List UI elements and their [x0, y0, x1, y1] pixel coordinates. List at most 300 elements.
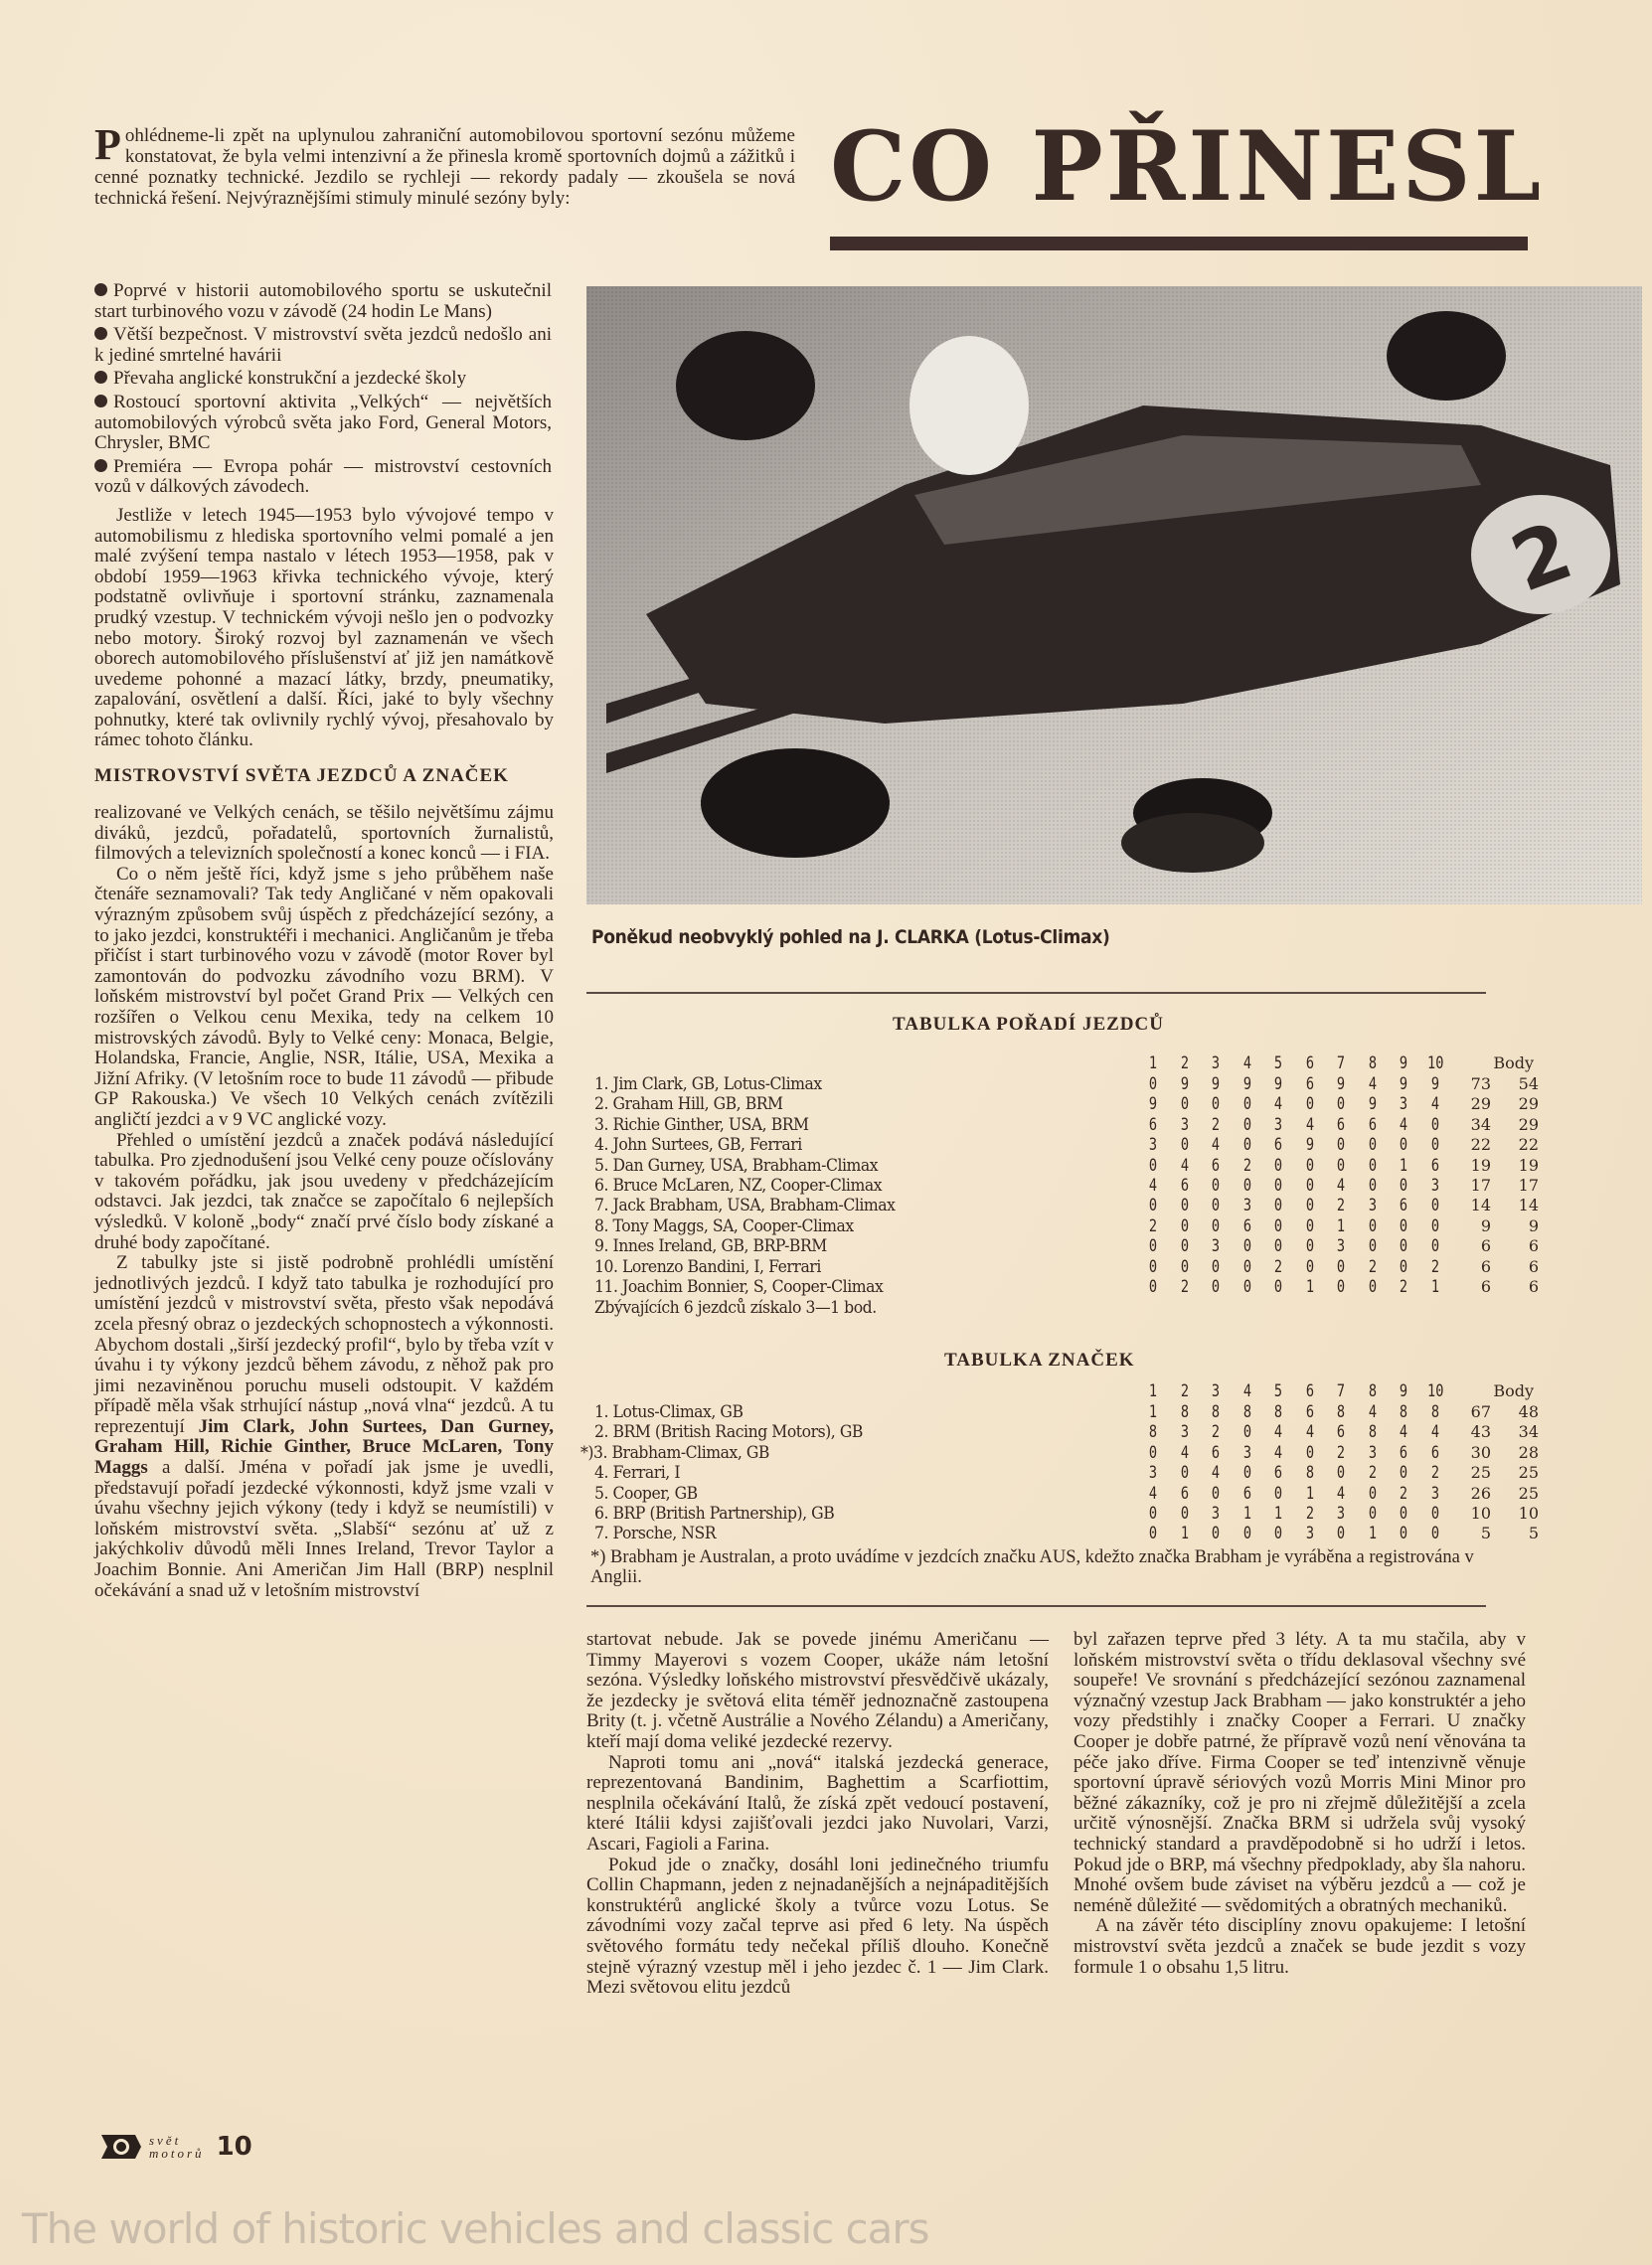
race-points: 0 — [1148, 1442, 1158, 1463]
points-header: Body — [1493, 1381, 1534, 1400]
race-number-header: 6 — [1305, 1381, 1314, 1401]
race-points: 0 — [1336, 1256, 1346, 1277]
race-points: 9 — [1336, 1074, 1346, 1094]
race-points: 0 — [1211, 1094, 1221, 1115]
bullet-icon — [94, 395, 107, 407]
race-points: 0 — [1211, 1196, 1221, 1216]
race-points: 9 — [1305, 1135, 1314, 1156]
paragraph: realizované ve Velkých cenách, se těšilo největšímu zájmu diváků, jezdců, pořadatelů, sportovních žurnalistů, filmových a televizních společností a konec konců — i FIA. — [94, 802, 554, 865]
race-points: 0 — [1368, 1135, 1377, 1156]
race-points: 0 — [1399, 1256, 1408, 1277]
magazine-name-line: svět — [149, 2133, 182, 2148]
points-counted: 6 — [1528, 1256, 1539, 1276]
race-points: 0 — [1368, 1236, 1377, 1257]
race-points: 4 — [1305, 1422, 1314, 1443]
race-points: 0 — [1368, 1277, 1377, 1297]
entrant-name: 3. Richie Ginther, USA, BRM — [594, 1114, 809, 1135]
race-number-header: 8 — [1368, 1053, 1377, 1073]
race-points: 3 — [1180, 1114, 1189, 1135]
race-points: 1 — [1242, 1504, 1251, 1524]
race-points: 3 — [1211, 1236, 1221, 1257]
race-points: 3 — [1368, 1196, 1377, 1216]
race-points: 8 — [1336, 1402, 1346, 1422]
race-points: 4 — [1273, 1094, 1283, 1115]
list-item — [94, 281, 552, 322]
race-number-header: 7 — [1336, 1381, 1346, 1401]
race-points: 4 — [1148, 1176, 1158, 1196]
race-points: 0 — [1430, 1114, 1439, 1135]
race-points: 6 — [1368, 1114, 1377, 1135]
race-points: 3 — [1336, 1504, 1346, 1524]
paragraph — [94, 1253, 554, 1601]
race-number-header: 8 — [1368, 1381, 1377, 1401]
points-gained: 25 — [1470, 1463, 1491, 1483]
race-points: 0 — [1148, 1277, 1158, 1297]
race-points: 2 — [1399, 1483, 1408, 1504]
points-gained: 10 — [1470, 1504, 1491, 1523]
photo-caption: Poněkud neobvyklý pohled na J. CLARKA (Lotus-Climax) — [591, 926, 1110, 948]
race-points: 0 — [1273, 1196, 1283, 1216]
race-points: 6 — [1430, 1155, 1439, 1176]
race-points: 9 — [1180, 1074, 1189, 1094]
race-points: 4 — [1430, 1094, 1439, 1115]
race-points: 2 — [1368, 1256, 1377, 1277]
race-points: 4 — [1148, 1483, 1158, 1504]
bullet-icon — [94, 283, 107, 296]
paragraph: byl zařazen teprve před 3 léty. A ta mu stačila, aby v loňském mistrovství světa o třídu deklasoval všechny své soupeře! Ve srovnání s předcházející sezónou zaznamenal význačný vzestup Jack Brabham — jako konstruktér a jeho vozy předstihly i značky Cooper a Ferrari. U značky Cooper je dobře patrné, že přípravě vozů není věnována ta péče jako dříve. Firma Cooper se teď intenzivně věnuje sportovní úpravě sériových vozů Morris Mini Minor pro běžné zákazníky, což je pro ni zřejmě důležitější a zcela určitě výnosnější. Značka BRM si udržela svůj vysoký technický standard a pravděpodobně si ho udrží i letos. Pokud jde o BRP, má všechny předpoklady, aby šla nahoru. Mnohé ovšem bude záviset na výběru jezdců a — což je neméně důležité — svědomitých a obratných mechaniků. — [1074, 1629, 1526, 1916]
middle-column — [586, 1630, 1049, 1999]
race-points: 0 — [1336, 1135, 1346, 1156]
race-points: 0 — [1242, 1236, 1251, 1257]
table-row — [594, 1094, 1648, 1114]
race-points: 0 — [1211, 1256, 1221, 1277]
table-row — [594, 1216, 1648, 1236]
race-points: 4 — [1305, 1114, 1314, 1135]
race-points: 0 — [1305, 1442, 1314, 1463]
bullet-icon — [94, 327, 107, 340]
list-item-text: Větší bezpečnost. V mistrovství světa jezdců nedošlo ani k jediné smrtelné havárii — [94, 324, 552, 366]
race-points: 6 — [1305, 1074, 1314, 1094]
table-row — [594, 1484, 1648, 1504]
race-points: 4 — [1399, 1114, 1408, 1135]
race-points: 0 — [1211, 1176, 1221, 1196]
race-points: 9 — [1430, 1074, 1439, 1094]
race-number-header: 5 — [1273, 1053, 1283, 1073]
intro-text: ohlédneme-li zpět na uplynulou zahraniční automobilovou sportovní sezónu můžeme konstatovat, že byla velmi intenzivní a že přinesla kromě sportovních dojmů a zážitků i cenné poznatky technické. Jezdilo se rychleji — rekordy padaly — zkoušela se nová technická řešení. Nejvýraznějšími stimuly minulé sezóny byly: — [94, 125, 795, 209]
race-points: 0 — [1336, 1155, 1346, 1176]
race-number-header: 2 — [1180, 1053, 1189, 1073]
race-points: 0 — [1211, 1277, 1221, 1297]
race-number-header: 10 — [1426, 1053, 1443, 1073]
race-number-header: 4 — [1242, 1053, 1251, 1073]
race-points: 0 — [1242, 1422, 1251, 1443]
paragraph: Naproti tomu ani „nová“ italská jezdecká generace, reprezentovaná Bandinim, Baghettim a Scarfiottim, nesplnila očekávání Italů, že získá zpět vedoucí postavení, které Itálii kdysi zajišťovali jezdci jako Nuvolari, Varzi, Ascari, Fagioli a Farina. — [586, 1751, 1049, 1855]
race-points: 3 — [1148, 1463, 1158, 1484]
race-points: 0 — [1242, 1176, 1251, 1196]
table-row — [594, 1277, 1648, 1297]
race-points: 6 — [1305, 1402, 1314, 1422]
race-points: 0 — [1305, 1236, 1314, 1257]
points-gained: 67 — [1470, 1402, 1491, 1421]
race-points: 9 — [1399, 1074, 1408, 1094]
points-gained: 34 — [1470, 1114, 1491, 1134]
race-points: 6 — [1430, 1442, 1439, 1463]
race-points: 0 — [1148, 1236, 1158, 1257]
list-item — [94, 325, 552, 366]
list-item-text: Poprvé v historii automobilového sportu se uskutečnil start turbinového vozu v závodě (24 hodin Le Mans) — [94, 280, 552, 322]
points-header: Body — [1493, 1053, 1534, 1072]
paragraph: Co o něm ještě říci, když jsme s jeho průběhem naše čtenáře seznamovali? Tak tedy Angličané v něm opakovali výrazným způsobem svůj úspěch z předcházející sezóny, a to jako jezdci, konstruktéři i mechanici. Angličanům je třeba přičíst i start turbinového vozu v závodě (motor Rover byl zamontován do podvozku závodního vozu BRM). V loňském mistrovství byl počet Grand Prix — Velkých cen rozšířen o Velkou cenu Mexika, tedy na celkem 10 mistrovských závodů. Byly to Velké ceny: Monaca, Belgie, Holandska, Francie, Anglie, NSR, Itálie, USA, Mexika a Jižní Afriky. (V letošním roce to bude 11 závodů — přibude GP Rakouska.) Ve všech 10 Velkých cenách zvítězili angličtí jezdci a v 9 VC anglické vozy. — [94, 863, 554, 1130]
race-points: 4 — [1180, 1155, 1189, 1176]
right-column — [1074, 1630, 1526, 1978]
entrant-name: 7. Jack Brabham, USA, Brabham-Climax — [594, 1196, 896, 1216]
entrant-name: 4. John Surtees, GB, Ferrari — [594, 1135, 802, 1156]
race-number-header: 2 — [1180, 1381, 1189, 1401]
race-points: 0 — [1211, 1483, 1221, 1504]
points-counted: 28 — [1518, 1442, 1539, 1462]
race-points: 8 — [1430, 1402, 1439, 1422]
table-note: Zbývajících 6 jezdců získalo 3—1 bod. — [594, 1298, 877, 1319]
entrant-name: 5. Cooper, GB — [594, 1483, 698, 1504]
points-gained: 26 — [1470, 1483, 1491, 1503]
race-points: 0 — [1273, 1524, 1283, 1544]
drivers-standings-table — [594, 1014, 1648, 1342]
race-number-header: 1 — [1148, 1381, 1158, 1401]
left-column — [94, 281, 554, 1601]
race-number-header: 4 — [1242, 1381, 1251, 1401]
race-points: 0 — [1305, 1094, 1314, 1115]
page-number: 10 — [216, 2132, 252, 2162]
race-points: 2 — [1399, 1277, 1408, 1297]
points-counted: 5 — [1528, 1524, 1539, 1543]
drop-cap: P — [94, 120, 121, 169]
paragraph: Přehled o umístění jezdců a značek podává následující tabulka. Pro zjednodušení jsou Velké ceny pouze očíslovány v takovém pořádku, jak jsou uvedeny v předcházejícím odstavci. Jak jezdci, tak značce se započítalo 6 nejlepších výsledků. V koloně „body“ značí prvé číslo body získané a druhé body započítané. — [94, 1129, 554, 1253]
race-points: 4 — [1211, 1135, 1221, 1156]
race-points: 6 — [1211, 1155, 1221, 1176]
table-row — [594, 1236, 1648, 1256]
race-points: 0 — [1242, 1277, 1251, 1297]
race-points: 3 — [1242, 1442, 1251, 1463]
race-points: 3 — [1430, 1483, 1439, 1504]
race-points: 2 — [1430, 1463, 1439, 1484]
race-points: 0 — [1180, 1256, 1189, 1277]
points-gained: 6 — [1480, 1256, 1491, 1276]
race-points: 0 — [1336, 1094, 1346, 1115]
entrant-name: 11. Joachim Bonnier, S, Cooper-Climax — [594, 1277, 884, 1297]
race-points: 0 — [1368, 1155, 1377, 1176]
race-points: 0 — [1368, 1483, 1377, 1504]
points-counted: 34 — [1518, 1422, 1539, 1442]
race-points: 3 — [1242, 1196, 1251, 1216]
race-points: 2 — [1211, 1114, 1221, 1135]
points-gained: 43 — [1470, 1422, 1491, 1442]
race-points: 0 — [1148, 1074, 1158, 1094]
table-header-row — [594, 1053, 1648, 1073]
list-item — [94, 457, 552, 498]
race-points: 2 — [1242, 1155, 1251, 1176]
table-row — [580, 1442, 1648, 1463]
list-item-text: Převaha anglické konstrukční a jezdecké školy — [113, 368, 467, 390]
list-item-text: Rostoucí sportovní aktivita „Velkých“ — největších automobilových výrobců světa jako Ford, General Motors, Chrysler, BMC — [94, 391, 552, 454]
race-points: 1 — [1430, 1277, 1439, 1297]
race-number-header: 3 — [1211, 1381, 1221, 1401]
text-run: a další. Jména v pořadí jak jsme je uvedli, představují pořadí jezdecké výkonnosti, když jsme vzali v úvahu všechny jejich výkony (tedy i když se neumístili) v loňském mistrovství světa. „Slabší“ sezónu ať už z jakýchkoliv důvodů měli Innes Ireland, Trevor Taylor a Joachim Bonnie. Ani Američan Jim Hall (BRP) nesplnil očekávání a snad už v letošním mistrovství — [94, 1457, 554, 1601]
race-points: 0 — [1305, 1155, 1314, 1176]
race-points: 0 — [1242, 1094, 1251, 1115]
race-points: 0 — [1148, 1504, 1158, 1524]
race-points: 8 — [1305, 1463, 1314, 1484]
race-points: 8 — [1211, 1402, 1221, 1422]
race-points: 0 — [1399, 1176, 1408, 1196]
points-counted: 25 — [1518, 1463, 1539, 1483]
race-points: 0 — [1273, 1236, 1283, 1257]
race-points: 6 — [1399, 1196, 1408, 1216]
race-points: 3 — [1336, 1236, 1346, 1257]
bullet-icon — [94, 459, 107, 472]
watermark-tagline: The world of historic vehicles and classic cars — [22, 2204, 929, 2253]
race-points: 0 — [1305, 1196, 1314, 1216]
race-points: 6 — [1211, 1442, 1221, 1463]
bullet-icon — [94, 371, 107, 384]
title-underline — [830, 237, 1528, 250]
race-points: 8 — [1148, 1422, 1158, 1443]
race-points: 0 — [1180, 1236, 1189, 1257]
race-points: 1 — [1305, 1277, 1314, 1297]
race-points: 2 — [1148, 1215, 1158, 1236]
race-points: 0 — [1399, 1236, 1408, 1257]
paragraph: startovat nebude. Jak se povede jinému Američanu — Timmy Mayerovi s vozem Cooper, ukáže nám letošní sezóna. Výsledky loňského mistrovství přesvědčivě ukázaly, že jezdecky je světová elita téměř jednoznačně zastoupena Brity (t. j. včetně Austrálie a Nového Zélandu) a Američany, kteří mají doma veliké jezdecké rezervy. — [586, 1629, 1049, 1752]
race-points: 9 — [1211, 1074, 1221, 1094]
race-points: 4 — [1368, 1074, 1377, 1094]
entrant-name: 8. Tony Maggs, SA, Cooper-Climax — [594, 1215, 854, 1236]
entrant-name: 7. Porsche, NSR — [594, 1524, 717, 1544]
race-points: 0 — [1180, 1094, 1189, 1115]
entrant-name: 6. BRP (British Partnership), GB — [594, 1504, 835, 1524]
table-title: TABULKA ZNAČEK — [944, 1350, 1135, 1371]
race-points: 6 — [1399, 1442, 1408, 1463]
race-points: 6 — [1273, 1463, 1283, 1484]
race-points: 0 — [1399, 1463, 1408, 1484]
divider — [586, 1605, 1486, 1607]
brands-standings-table — [580, 1342, 1648, 1600]
race-points: 0 — [1305, 1256, 1314, 1277]
table-row — [594, 1196, 1648, 1215]
points-gained: 5 — [1480, 1524, 1491, 1543]
points-gained: 17 — [1470, 1176, 1491, 1195]
table-row — [594, 1156, 1648, 1176]
race-points: 8 — [1273, 1402, 1283, 1422]
race-points: 2 — [1430, 1256, 1439, 1277]
race-points: 0 — [1273, 1277, 1283, 1297]
entrant-name: 10. Lorenzo Bandini, I, Ferrari — [594, 1256, 821, 1277]
race-points: 0 — [1399, 1524, 1408, 1544]
entrant-name: *)3. Brabham-Climax, GB — [580, 1442, 769, 1463]
points-counted: 6 — [1528, 1277, 1539, 1296]
race-points: 3 — [1368, 1442, 1377, 1463]
race-points: 0 — [1305, 1176, 1314, 1196]
race-points: 0 — [1242, 1524, 1251, 1544]
points-gained: 9 — [1480, 1215, 1491, 1235]
race-points: 6 — [1336, 1422, 1346, 1443]
points-counted: 10 — [1518, 1504, 1539, 1523]
section-heading: MISTROVSTVÍ SVĚTA JEZDCŮ A ZNAČEK — [94, 765, 509, 787]
race-points: 6 — [1242, 1215, 1251, 1236]
race-points: 6 — [1273, 1135, 1283, 1156]
race-points: 3 — [1211, 1504, 1221, 1524]
race-points: 0 — [1273, 1155, 1283, 1176]
race-points: 4 — [1273, 1422, 1283, 1443]
race-points: 9 — [1273, 1074, 1283, 1094]
car-number: 2 — [1499, 504, 1583, 610]
race-points: 9 — [1148, 1094, 1158, 1115]
race-points: 0 — [1399, 1135, 1408, 1156]
race-points: 0 — [1430, 1236, 1439, 1257]
magazine-name-line: motorů — [149, 2146, 205, 2161]
race-number-header: 9 — [1399, 1053, 1408, 1073]
table-header-row — [594, 1381, 1648, 1401]
race-points: 0 — [1148, 1256, 1158, 1277]
table-row — [594, 1135, 1648, 1155]
article-title: CO PŘINESL — [830, 110, 1545, 223]
entrant-name: 1. Jim Clark, GB, Lotus-Climax — [594, 1074, 822, 1094]
race-points: 0 — [1336, 1277, 1346, 1297]
race-points: 0 — [1399, 1215, 1408, 1236]
race-points: 0 — [1430, 1196, 1439, 1216]
race-points: 2 — [1211, 1422, 1221, 1443]
race-points: 0 — [1336, 1463, 1346, 1484]
points-counted: 54 — [1518, 1074, 1539, 1093]
race-points: 0 — [1368, 1215, 1377, 1236]
magazine-footer — [99, 2132, 252, 2162]
race-points: 6 — [1242, 1483, 1251, 1504]
list-item — [94, 369, 552, 390]
entrant-name: 4. Ferrari, I — [594, 1463, 681, 1484]
entrant-name: 5. Dan Gurney, USA, Brabham-Climax — [594, 1155, 879, 1176]
race-points: 4 — [1430, 1422, 1439, 1443]
race-points: 4 — [1211, 1463, 1221, 1484]
race-points: 1 — [1399, 1155, 1408, 1176]
entrant-name: 6. Bruce McLaren, NZ, Cooper-Climax — [594, 1176, 883, 1196]
race-points: 0 — [1430, 1504, 1439, 1524]
race-points: 4 — [1180, 1442, 1189, 1463]
race-points: 3 — [1430, 1176, 1439, 1196]
race-points: 9 — [1242, 1074, 1251, 1094]
race-points: 2 — [1180, 1277, 1189, 1297]
points-counted: 6 — [1528, 1236, 1539, 1256]
entrant-name: 1. Lotus-Climax, GB — [594, 1402, 743, 1422]
race-points: 1 — [1368, 1524, 1377, 1544]
race-points: 3 — [1305, 1524, 1314, 1544]
table-title: TABULKA POŘADÍ JEZDCŮ — [893, 1014, 1164, 1035]
left-column-body — [94, 506, 554, 1601]
race-points: 0 — [1430, 1215, 1439, 1236]
text-run: Z tabulky jste si jistě podrobně prohlédli umístění jednotlivých jezdců. I když tato tabulka je rozhodující pro umístění jezdců v mistrovství světa, přesto však nepodává zcela přesný obraz o jezdeckých schopnostech a výkonnosti. Abychom dostali „širší jezdecký profil“, bylo by třeba vzít v úvahu i ty výkony jezdců během závodu, z něhož pak pro jimi nezaviněnou poruchu museli odstoupit. V každém případě měla však strhující nástup „nová vlna“ jezdců. A tu reprezentují — [94, 1252, 554, 1437]
race-points: 2 — [1305, 1504, 1314, 1524]
race-points: 4 — [1273, 1442, 1283, 1463]
divider — [586, 992, 1486, 994]
points-counted: 17 — [1518, 1176, 1539, 1195]
points-counted: 19 — [1518, 1155, 1539, 1175]
race-points: 0 — [1211, 1215, 1221, 1236]
race-points: 4 — [1336, 1176, 1346, 1196]
race-points: 0 — [1242, 1256, 1251, 1277]
race-points: 2 — [1273, 1256, 1283, 1277]
points-gained: 6 — [1480, 1277, 1491, 1296]
points-gained: 6 — [1480, 1236, 1491, 1256]
race-points: 0 — [1148, 1524, 1158, 1544]
race-points: 0 — [1242, 1463, 1251, 1484]
race-points: 0 — [1336, 1524, 1346, 1544]
points-gained: 22 — [1470, 1135, 1491, 1155]
race-points: 1 — [1273, 1504, 1283, 1524]
race-points: 4 — [1368, 1402, 1377, 1422]
race-points: 1 — [1336, 1215, 1346, 1236]
race-number-header: 10 — [1426, 1381, 1443, 1401]
race-points: 6 — [1180, 1483, 1189, 1504]
race-points: 3 — [1273, 1114, 1283, 1135]
race-points: 0 — [1180, 1504, 1189, 1524]
race-points: 0 — [1148, 1155, 1158, 1176]
race-points: 6 — [1180, 1176, 1189, 1196]
race-number-header: 5 — [1273, 1381, 1283, 1401]
race-points: 3 — [1180, 1422, 1189, 1443]
table-row — [594, 1402, 1648, 1422]
race-points: 0 — [1305, 1215, 1314, 1236]
table-row — [594, 1504, 1648, 1524]
table-footnote: *) Brabham je Australan, a proto uvádíme v jezdcích značku AUS, kdežto značka Brabham je vyráběna a registrována v Anglii. — [590, 1547, 1474, 1587]
table-row — [594, 1422, 1648, 1442]
points-counted: 22 — [1518, 1135, 1539, 1155]
race-points: 1 — [1148, 1402, 1158, 1422]
svet-motoru-logo-icon — [99, 2133, 143, 2161]
race-points: 0 — [1180, 1196, 1189, 1216]
race-points: 0 — [1148, 1196, 1158, 1216]
driver-names-bold: Jim Clark, John Surtees, Dan Gurney, Graham Hill, Richie Ginther, Bruce McLaren, Tony Maggs — [94, 1415, 554, 1479]
paragraph: A na závěr této disciplíny znovu opakujeme: I letošní mistrovství světa jezdců a značek se bude jezdit s vozy formule 1 o obsahu 1,5 litru. — [1074, 1915, 1526, 1978]
race-points: 0 — [1273, 1483, 1283, 1504]
race-points: 9 — [1368, 1094, 1377, 1115]
points-counted: 25 — [1518, 1483, 1539, 1503]
race-points: 8 — [1368, 1422, 1377, 1443]
points-gained: 29 — [1470, 1094, 1491, 1114]
race-points: 0 — [1430, 1135, 1439, 1156]
points-gained: 73 — [1470, 1074, 1491, 1093]
race-points: 0 — [1211, 1524, 1221, 1544]
race-number-header: 1 — [1148, 1053, 1158, 1073]
race-car-photo — [586, 286, 1642, 904]
stimuli-list — [94, 281, 552, 498]
race-points: 0 — [1180, 1215, 1189, 1236]
race-points: 6 — [1336, 1114, 1346, 1135]
race-number-header: 6 — [1305, 1053, 1314, 1073]
race-points: 1 — [1305, 1483, 1314, 1504]
race-points: 0 — [1180, 1135, 1189, 1156]
race-points: 2 — [1368, 1463, 1377, 1484]
race-points: 8 — [1242, 1402, 1251, 1422]
table-row — [594, 1115, 1648, 1135]
entrant-name: 2. Graham Hill, GB, BRM — [594, 1094, 783, 1115]
race-points: 8 — [1180, 1402, 1189, 1422]
race-points: 0 — [1368, 1176, 1377, 1196]
list-item-text: Premiéra — Evropa pohár — mistrovství cestovních vozů v dálkových závodech. — [94, 455, 552, 498]
table-row — [594, 1176, 1648, 1196]
race-number-header: 9 — [1399, 1381, 1408, 1401]
race-points: 0 — [1273, 1176, 1283, 1196]
race-points: 0 — [1242, 1114, 1251, 1135]
race-number-header: 3 — [1211, 1053, 1221, 1073]
intro-paragraph — [94, 120, 795, 209]
race-points: 3 — [1148, 1135, 1158, 1156]
